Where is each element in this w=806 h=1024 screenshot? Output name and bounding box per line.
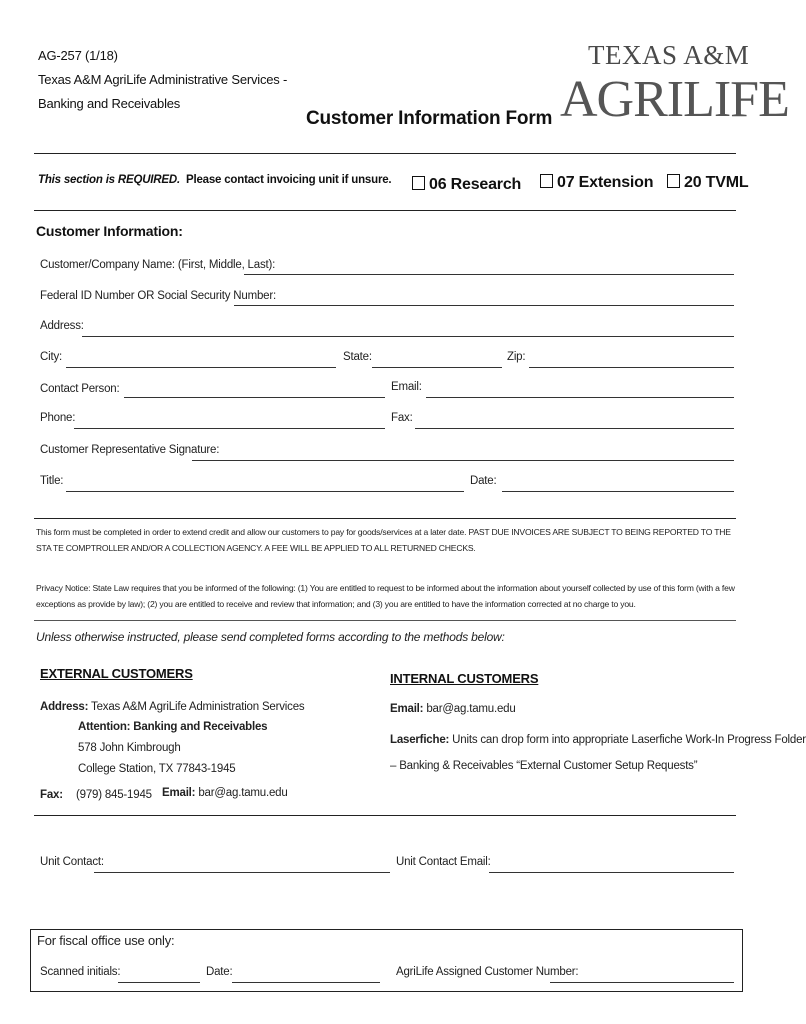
internal-email <box>390 703 516 715</box>
attention-line: Attention: Banking and Receivables <box>78 721 268 733</box>
unit-contact-email-label: Unit Contact Email: <box>396 856 491 868</box>
external-fax: (979) 845-1945 <box>76 789 152 801</box>
email-label: Email: <box>391 381 422 393</box>
laserfiche-text: Units can drop form into appropriate Laserfiche Work-In Progress Folder <box>452 734 806 746</box>
laserfiche-line <box>390 734 806 746</box>
signature-label: Customer Representative Signature: <box>40 444 220 456</box>
unit-contact-field[interactable] <box>94 872 390 873</box>
page-title: Customer Information Form <box>306 108 553 129</box>
required-divider <box>34 210 736 211</box>
name-field[interactable] <box>244 274 734 275</box>
city-field[interactable] <box>66 367 336 368</box>
street-line: 578 John Kimbrough <box>78 742 181 754</box>
checkbox-icon[interactable] <box>667 174 680 188</box>
contact-label: Contact Person: <box>40 383 120 395</box>
customer-heading: Customer Information: <box>36 223 183 239</box>
notice-divider <box>34 518 736 519</box>
address-label: Address: <box>40 320 84 332</box>
fiscal-office-box <box>30 929 743 992</box>
city-line: College Station, TX 77843-1945 <box>78 763 236 775</box>
federal-id-field[interactable] <box>234 305 734 306</box>
org-line-2: Banking and Receivables <box>38 96 181 111</box>
header-divider <box>34 153 736 154</box>
scanned-initials-field[interactable] <box>118 982 200 983</box>
email-field[interactable] <box>426 397 734 398</box>
required-note <box>38 174 391 186</box>
external-email-label: Email: <box>162 787 196 799</box>
zip-label: Zip: <box>507 351 526 363</box>
required-note-bold: This section is REQUIRED. <box>38 174 180 186</box>
phone-field[interactable] <box>74 428 385 429</box>
phone-label: Phone: <box>40 412 76 424</box>
org-line-1: Texas A&M AgriLife Administrative Services - <box>38 72 288 87</box>
external-address <box>40 701 304 713</box>
agrilife-logo <box>560 40 789 135</box>
contact-field[interactable] <box>124 397 385 398</box>
title-label: Title: <box>40 475 64 487</box>
internal-heading: INTERNAL CUSTOMERS <box>390 671 539 686</box>
title-field[interactable] <box>66 491 464 492</box>
external-fax-label: Fax: <box>40 789 63 801</box>
option-07-extension[interactable] <box>540 174 653 192</box>
address-field[interactable] <box>82 336 734 337</box>
unit-contact-label: Unit Contact: <box>40 856 104 868</box>
address-line-1: Texas A&M AgriLife Administration Services <box>91 701 305 713</box>
laserfiche-text-2: – Banking & Receivables “External Customer Setup Requests” <box>390 760 698 772</box>
fiscal-heading: For fiscal office use only: <box>37 933 175 948</box>
privacy-divider <box>34 620 736 621</box>
signature-field[interactable] <box>192 460 734 461</box>
option-label: 06 Research <box>429 176 522 193</box>
name-label: Customer/Company Name: (First, Middle, Last): <box>40 259 276 271</box>
external-email <box>162 787 288 799</box>
city-label: City: <box>40 351 63 363</box>
date-field[interactable] <box>502 491 734 492</box>
form-id: AG-257 (1/18) <box>38 48 118 63</box>
date-label: Date: <box>470 475 497 487</box>
fax-field[interactable] <box>415 428 734 429</box>
methods-divider <box>34 815 736 816</box>
internal-email-value[interactable]: bar@ag.tamu.edu <box>426 703 516 715</box>
checkbox-icon[interactable] <box>540 174 553 188</box>
option-label: 20 TVML <box>684 174 749 191</box>
logo-bottom-text: AGRILIFE <box>560 71 789 128</box>
scanned-initials-label: Scanned initials: <box>40 966 121 978</box>
state-label: State: <box>343 351 372 363</box>
fax-label: Fax: <box>391 412 413 424</box>
checkbox-icon[interactable] <box>412 176 425 190</box>
option-20-tvml[interactable] <box>667 174 748 192</box>
privacy-notice: Privacy Notice: State Law requires that you be informed of the following: (1) You are entitled to request to be informed about the information about yourself collected by use of this form (with a few exceptions as provide by law); (2) you are entitled to receive and review that information; and (3) you are entitled to have the information corrected at no charge to you. <box>36 583 735 609</box>
external-email-value[interactable]: bar@ag.tamu.edu <box>198 787 288 799</box>
credit-notice: This form must be completed in order to extend credit and allow our customers to pay for goods/services at a later date. PAST DUE INVOICES ARE SUBJECT TO BEING REPORTED TO THE STA TE COMPTROLLER AND/OR A COLLECTION AGENCY. A FEE WILL BE APPLIED TO ALL RETURNED CHECKS. <box>36 527 731 553</box>
send-instructions: Unless otherwise instructed, please send completed forms according to the methods below: <box>36 630 505 644</box>
address-label: Address: <box>40 701 89 713</box>
customer-number-field[interactable] <box>550 982 734 983</box>
zip-field[interactable] <box>529 367 734 368</box>
option-06-research[interactable] <box>412 176 521 194</box>
option-label: 07 Extension <box>557 174 654 191</box>
required-note-rest: Please contact invoicing unit if unsure. <box>185 174 392 186</box>
fiscal-date-field[interactable] <box>232 982 380 983</box>
fiscal-date-label: Date: <box>206 966 233 978</box>
logo-top-text: TEXAS A&M <box>588 40 750 70</box>
federal-id-label: Federal ID Number OR Social Security Number: <box>40 290 276 302</box>
customer-number-label: AgriLife Assigned Customer Number: <box>396 966 579 978</box>
unit-contact-email-field[interactable] <box>489 872 734 873</box>
state-field[interactable] <box>372 367 502 368</box>
internal-email-label: Email: <box>390 703 424 715</box>
laserfiche-label: Laserfiche: <box>390 734 450 746</box>
external-heading: EXTERNAL CUSTOMERS <box>40 666 193 681</box>
